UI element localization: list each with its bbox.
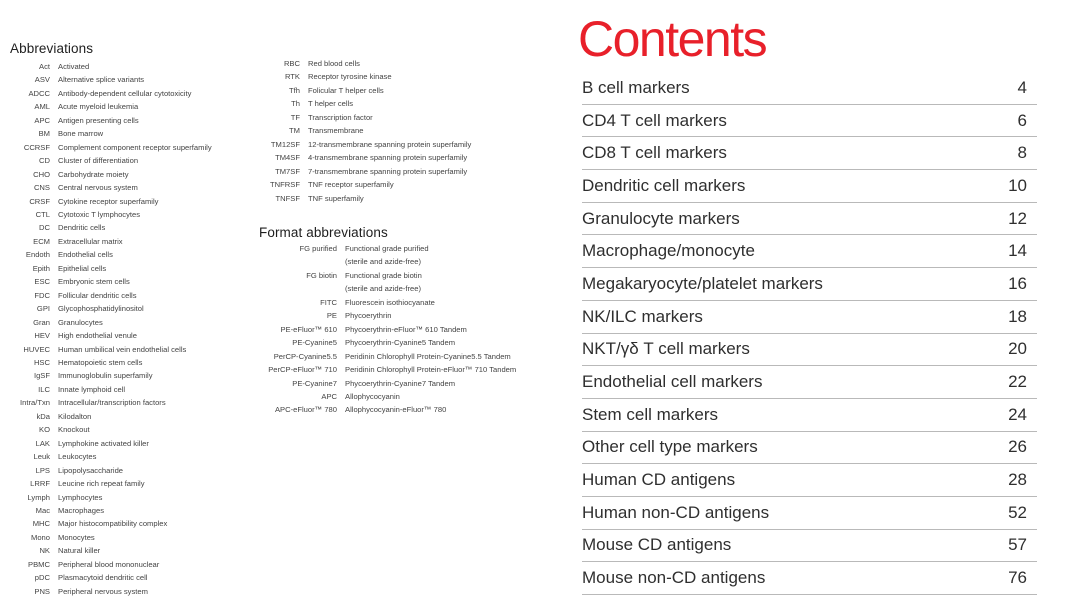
toc-entry[interactable] — [582, 530, 1037, 563]
contents-title: Contents — [578, 11, 767, 67]
abbreviation-row — [10, 262, 212, 275]
abbreviation-term: HSC — [33, 357, 50, 367]
abbreviation-row — [10, 302, 212, 315]
abbreviation-term: Act — [39, 62, 50, 71]
abbreviation-row — [10, 87, 212, 100]
abbreviation-meaning: Knockout — [58, 425, 90, 435]
abbreviation-term: GPI — [36, 304, 50, 314]
toc-entry-page-number: 4 — [1017, 77, 1027, 97]
abbreviation-row — [10, 571, 212, 584]
abbreviations-list — [10, 60, 212, 598]
abbreviation-meaning: 4-transmembrane spanning protein superfamily — [308, 153, 468, 163]
toc-entry-page-number: 24 — [1008, 404, 1027, 424]
abbreviation-term: BM — [38, 129, 50, 139]
toc-entry[interactable] — [582, 203, 1037, 236]
toc-entry-label: Megakaryocyte/platelet markers — [582, 273, 823, 293]
abbreviation-term: ILC — [38, 384, 50, 394]
abbreviation-row — [230, 192, 471, 205]
abbreviation-term: TM12SF — [270, 139, 300, 149]
toc-entry[interactable] — [582, 334, 1037, 367]
abbreviation-row — [259, 309, 516, 322]
abbreviation-term — [259, 282, 345, 295]
abbreviation-meaning: Activated — [58, 62, 90, 71]
abbreviation-row — [10, 235, 212, 248]
abbreviation-meaning: Transmembrane — [308, 126, 364, 136]
abbreviation-meaning: Functional grade biotin — [345, 270, 422, 280]
toc-entry-label: Macrophage/monocyte — [582, 241, 755, 261]
abbreviations-column-2 — [230, 57, 471, 205]
abbreviation-meaning: (sterile and azide-free) — [345, 257, 421, 267]
abbreviation-term: HUVEC — [23, 344, 50, 354]
abbreviation-term: PBMC — [28, 559, 50, 569]
abbreviation-row — [230, 111, 471, 124]
abbreviation-row — [10, 343, 212, 356]
abbreviation-row — [259, 350, 516, 363]
abbreviation-meaning: Lymphocytes — [58, 492, 103, 502]
abbreviation-row — [259, 323, 516, 336]
toc-entry-label: NKT/γδ T cell markers — [582, 339, 750, 359]
toc-entry-page-number: 76 — [1008, 568, 1027, 588]
abbreviation-row — [259, 242, 516, 255]
toc-entry[interactable] — [582, 105, 1037, 138]
abbreviation-row — [259, 336, 516, 349]
abbreviations-column-1 — [10, 41, 212, 598]
abbreviation-term: pDC — [34, 573, 50, 583]
toc-entry-label: Mouse non-CD antigens — [582, 568, 766, 588]
abbreviation-row — [10, 221, 212, 234]
abbreviation-meaning: Complement component receptor superfamily — [58, 142, 212, 152]
abbreviation-term: LAK — [35, 438, 50, 448]
abbreviation-row — [10, 383, 212, 396]
abbreviation-row — [259, 255, 516, 268]
abbreviation-row — [259, 390, 516, 403]
abbreviation-term: Intra/Txn — [20, 398, 50, 408]
format-abbreviations-title: Format abbreviations — [259, 225, 388, 240]
abbreviation-term: AML — [34, 102, 50, 112]
abbreviation-meaning: Lipopolysaccharide — [58, 465, 124, 475]
abbreviation-row — [10, 60, 212, 73]
abbreviation-meaning: Allophycocyanin — [345, 391, 400, 401]
abbreviation-term: Tfh — [289, 85, 300, 95]
abbreviation-meaning: Major histocompatibility complex — [58, 519, 168, 529]
abbreviation-term: Mac — [35, 505, 50, 515]
toc-entry[interactable] — [582, 562, 1037, 595]
toc-entry-page-number: 14 — [1008, 241, 1027, 261]
abbreviation-term: TNFRSF — [270, 180, 300, 190]
abbreviation-term — [259, 255, 345, 268]
abbreviation-meaning: Cluster of differentiation — [58, 156, 139, 166]
abbreviation-row — [10, 195, 212, 208]
abbreviation-term: FDC — [34, 290, 50, 300]
abbreviation-meaning: Peripheral nervous system — [58, 586, 148, 596]
abbreviation-meaning: Innate lymphoid cell — [58, 384, 126, 394]
abbreviation-row — [10, 423, 212, 436]
abbreviation-term: ESC — [34, 277, 50, 287]
abbreviation-meaning: Red blood cells — [308, 59, 360, 68]
abbreviation-row — [230, 84, 471, 97]
abbreviation-row — [259, 377, 516, 390]
abbreviation-term: PE-Cyanine5 — [292, 338, 337, 348]
toc-entry[interactable] — [582, 497, 1037, 530]
toc-entry-page-number: 22 — [1008, 372, 1027, 392]
abbreviation-row — [10, 477, 212, 490]
abbreviation-row — [259, 282, 516, 295]
abbreviation-row — [10, 289, 212, 302]
abbreviation-term: CTL — [35, 209, 50, 219]
abbreviation-term: PE-eFluor™ 610 — [280, 324, 337, 334]
toc-entry-page-number: 20 — [1008, 339, 1027, 359]
abbreviation-row — [10, 410, 212, 423]
abbreviation-row — [230, 97, 471, 110]
abbreviation-term: IgSF — [33, 371, 50, 381]
abbreviation-meaning: Cytotoxic T lymphocytes — [58, 209, 141, 219]
abbreviation-row — [10, 181, 212, 194]
abbreviation-row — [10, 356, 212, 369]
abbreviation-meaning: Antigen presenting cells — [58, 115, 139, 125]
abbreviation-term: Endoth — [25, 250, 50, 260]
table-of-contents — [582, 72, 1037, 595]
abbreviations-title: Abbreviations — [10, 41, 94, 56]
abbreviation-row — [10, 450, 212, 463]
abbreviation-meaning: Folicular T helper cells — [308, 85, 384, 95]
abbreviation-row — [230, 138, 471, 151]
abbreviation-row — [10, 558, 212, 571]
abbreviation-meaning: Phycoerythrin-eFluor™ 610 Tandem — [345, 324, 467, 334]
toc-entry-label: CD4 T cell markers — [582, 110, 727, 130]
abbreviation-meaning: Leukocytes — [58, 452, 97, 462]
abbreviation-meaning: Lymphokine activated killer — [58, 438, 149, 448]
abbreviation-meaning: Macrophages — [58, 505, 105, 515]
abbreviation-row — [10, 168, 212, 181]
abbreviation-term: APC — [34, 115, 50, 125]
toc-entry-page-number: 12 — [1008, 208, 1027, 228]
abbreviation-row — [230, 165, 471, 178]
abbreviation-meaning: Cytokine receptor superfamily — [58, 196, 159, 206]
abbreviation-row — [10, 437, 212, 450]
abbreviation-meaning: Hematopoietic stem cells — [58, 357, 143, 367]
abbreviation-term: PE — [326, 311, 337, 321]
abbreviation-row — [10, 369, 212, 382]
abbreviation-meaning: 7-transmembrane spanning protein superfamily — [308, 166, 468, 176]
toc-entry-label: Dendritic cell markers — [582, 175, 746, 195]
abbreviation-term: ADCC — [28, 88, 50, 98]
abbreviation-term: TM4SF — [275, 153, 300, 163]
abbreviation-term: PNS — [34, 586, 50, 596]
abbreviation-term: NK — [39, 546, 50, 556]
abbreviation-row — [230, 178, 471, 191]
abbreviation-term: FG purified — [299, 244, 337, 253]
abbreviation-term: Lymph — [27, 492, 50, 502]
abbreviation-meaning: Receptor tyrosine kinase — [308, 72, 392, 82]
toc-entry-label: Human non-CD antigens — [582, 502, 770, 522]
abbreviation-term: ECM — [33, 236, 50, 246]
abbreviation-term: APC-eFluor™ 780 — [274, 405, 337, 415]
abbreviation-row — [10, 531, 212, 544]
abbreviation-meaning: Peridinin Chlorophyll Protein-eFluor™ 710 Tandem — [345, 365, 517, 375]
abbreviation-meaning: Fluorescein isothiocyanate — [345, 297, 435, 307]
abbreviation-term: RBC — [283, 59, 300, 68]
abbreviation-term: KO — [39, 425, 50, 435]
abbreviation-meaning: Allophycocyanin-eFluor™ 780 — [345, 405, 447, 415]
toc-entry-label: NK/ILC markers — [582, 306, 703, 326]
abbreviation-row — [10, 154, 212, 167]
abbreviation-meaning: Acute myeloid leukemia — [58, 102, 139, 112]
abbreviation-meaning: Intracellular/transcription factors — [58, 398, 166, 408]
abbreviation-term: HEV — [34, 331, 50, 341]
abbreviation-meaning: Glycophosphatidylinositol — [58, 304, 144, 314]
abbreviation-row — [230, 124, 471, 137]
abbreviation-meaning: Carbohydrate moiety — [58, 169, 129, 179]
abbreviation-row — [10, 114, 212, 127]
abbreviation-meaning: Antibody-dependent cellular cytotoxicity — [58, 88, 192, 98]
abbreviation-row — [10, 544, 212, 557]
abbreviation-term: CRSF — [29, 196, 50, 206]
abbreviation-row — [10, 275, 212, 288]
toc-entry-page-number: 8 — [1017, 143, 1027, 163]
abbreviation-term: PE-Cyanine7 — [292, 378, 337, 388]
abbreviation-term: Epith — [32, 263, 50, 273]
abbreviation-term: CD — [39, 156, 50, 166]
abbreviation-term: LRRF — [30, 479, 50, 489]
abbreviation-row — [10, 73, 212, 86]
abbreviation-meaning: Central nervous system — [58, 183, 138, 193]
abbreviation-meaning: Monocytes — [58, 532, 95, 542]
abbreviation-term: ASV — [34, 75, 50, 85]
toc-entry-label: Mouse CD antigens — [582, 535, 732, 555]
abbreviation-term: CNS — [33, 183, 50, 193]
abbreviation-row — [230, 151, 471, 164]
toc-entry-page-number: 26 — [1008, 437, 1027, 457]
toc-entry-label: Human CD antigens — [582, 470, 736, 490]
toc-entry-label: Endothelial cell markers — [582, 372, 763, 392]
abbreviation-meaning: Follicular dendritic cells — [58, 290, 137, 300]
abbreviation-row — [10, 141, 212, 154]
abbreviation-meaning: Kilodalton — [58, 411, 92, 421]
format-abbreviations-list — [259, 242, 516, 417]
abbreviation-meaning: Bone marrow — [58, 129, 104, 139]
abbreviation-row — [10, 316, 212, 329]
abbreviation-row — [10, 464, 212, 477]
toc-entry[interactable] — [582, 366, 1037, 399]
abbreviation-meaning: TNF receptor superfamily — [308, 180, 394, 190]
abbreviation-meaning: TNF superfamily — [308, 193, 364, 203]
abbreviation-term: kDa — [36, 411, 50, 421]
abbreviation-meaning: Endothelial cells — [58, 250, 113, 260]
abbreviation-term: LPS — [35, 465, 50, 475]
abbreviation-term: APC — [321, 391, 337, 401]
toc-entry-label: Other cell type markers — [582, 437, 758, 457]
toc-entry-page-number: 28 — [1008, 470, 1027, 490]
abbreviation-meaning: Human umbilical vein endothelial cells — [58, 344, 187, 354]
abbreviation-row — [230, 57, 471, 70]
abbreviation-term: CHO — [33, 169, 50, 179]
abbreviation-term: Leuk — [33, 452, 50, 462]
abbreviation-row — [10, 127, 212, 140]
toc-entry[interactable] — [582, 301, 1037, 334]
abbreviation-meaning: Leucine rich repeat family — [58, 479, 145, 489]
toc-entry[interactable] — [582, 268, 1037, 301]
abbreviation-meaning: High endothelial venule — [58, 331, 137, 341]
abbreviation-term: TM — [289, 126, 300, 136]
abbreviations-list-continued — [230, 57, 471, 205]
abbreviation-term: Mono — [31, 532, 50, 542]
abbreviation-meaning: Phycoerythrin — [345, 311, 392, 321]
abbreviation-row — [259, 296, 516, 309]
abbreviation-meaning: Functional grade purified — [345, 244, 429, 253]
abbreviation-meaning: (sterile and azide-free) — [345, 284, 421, 294]
abbreviation-meaning: Peridinin Chlorophyll Protein-Cyanine5.5 Tandem — [345, 351, 511, 361]
abbreviation-term: FG biotin — [306, 270, 337, 280]
abbreviation-term: MHC — [32, 519, 50, 529]
abbreviation-meaning: T helper cells — [308, 99, 354, 109]
toc-entry-page-number: 10 — [1008, 175, 1027, 195]
abbreviation-row — [10, 100, 212, 113]
format-abbreviations-section — [259, 225, 516, 417]
abbreviation-meaning: Peripheral blood mononuclear — [58, 559, 160, 569]
abbreviation-meaning: Granulocytes — [58, 317, 103, 327]
abbreviation-meaning: Embryonic stem cells — [58, 277, 130, 287]
toc-entry-label: Stem cell markers — [582, 404, 719, 424]
abbreviation-meaning: Alternative splice variants — [58, 75, 145, 85]
abbreviation-row — [10, 504, 212, 517]
abbreviation-term: PerCP-eFluor™ 710 — [268, 365, 337, 375]
abbreviation-row — [10, 329, 212, 342]
abbreviation-meaning: 12-transmembrane spanning protein superfamily — [308, 139, 472, 149]
abbreviation-meaning: Phycoerythrin-Cyanine7 Tandem — [345, 378, 456, 388]
abbreviation-meaning: Immunoglobulin superfamily — [58, 371, 153, 381]
abbreviation-term: FITC — [320, 297, 337, 307]
toc-entry[interactable] — [582, 432, 1037, 465]
abbreviation-term: PerCP-Cyanine5.5 — [273, 351, 337, 361]
toc-entry-label: CD8 T cell markers — [582, 143, 727, 163]
abbreviation-row — [10, 396, 212, 409]
toc-entry-page-number: 16 — [1008, 273, 1027, 293]
abbreviation-meaning: Plasmacytoid dendritic cell — [58, 573, 148, 583]
toc-entry-page-number: 52 — [1008, 502, 1027, 522]
toc-entry[interactable] — [582, 235, 1037, 268]
abbreviation-term: RTK — [284, 72, 300, 82]
abbreviation-row — [10, 248, 212, 261]
abbreviation-meaning: Extracellular matrix — [58, 236, 123, 246]
toc-entry-page-number: 57 — [1008, 535, 1027, 555]
abbreviation-row — [10, 491, 212, 504]
abbreviation-meaning: Dendritic cells — [58, 223, 106, 233]
abbreviation-term: TNFSF — [275, 193, 300, 203]
toc-entry-label: Granulocyte markers — [582, 208, 740, 228]
abbreviation-term: Gran — [33, 317, 50, 327]
abbreviation-term: DC — [39, 223, 50, 233]
abbreviation-row — [259, 403, 516, 416]
toc-entry[interactable] — [582, 137, 1037, 170]
abbreviation-term: CCRSF — [23, 142, 50, 152]
abbreviation-term: TM7SF — [275, 166, 300, 176]
toc-entry-label: B cell markers — [582, 77, 690, 97]
toc-entry[interactable] — [582, 170, 1037, 203]
abbreviation-meaning: Phycoerythrin-Cyanine5 Tandem — [345, 338, 456, 348]
toc-entry[interactable] — [582, 464, 1037, 497]
toc-entry[interactable] — [582, 72, 1037, 105]
abbreviation-term: Th — [291, 99, 300, 109]
abbreviation-row — [259, 269, 516, 282]
abbreviation-meaning: Epithelial cells — [58, 263, 107, 273]
abbreviation-term: TF — [290, 112, 300, 122]
abbreviation-row — [259, 363, 516, 376]
abbreviation-row — [10, 585, 212, 598]
abbreviation-meaning: Natural killer — [58, 546, 101, 556]
toc-entry-page-number: 6 — [1017, 110, 1027, 130]
abbreviation-row — [10, 517, 212, 530]
toc-entry-page-number: 18 — [1008, 306, 1027, 326]
abbreviation-row — [230, 70, 471, 83]
abbreviation-meaning: Transcription factor — [308, 112, 373, 122]
toc-entry[interactable] — [582, 399, 1037, 432]
abbreviation-row — [10, 208, 212, 221]
